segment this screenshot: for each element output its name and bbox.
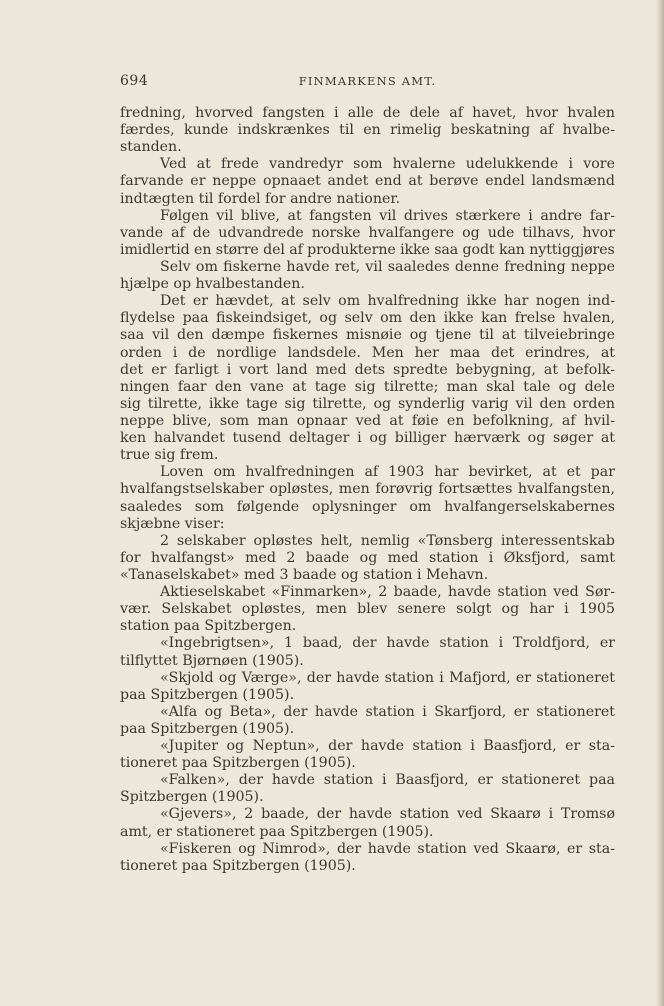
text-line: orden i de nordlige landsdele. Men her maa det erindres, at [120, 344, 615, 361]
text-line: «Falken», der havde station i Baasfjord, er stationeret paa [160, 772, 615, 789]
text-line: Loven om hvalfredningen af 1903 har bevirket, at et par [160, 464, 615, 481]
text-line: paa Spitzbergen (1905). [120, 720, 295, 737]
text-line: «Skjold og Værge», der havde station i Mafjord, er stationeret [160, 669, 615, 686]
text-line: neppe blive, som man opnaar ved at føie en befolkning, af hvil- [120, 412, 615, 429]
text-line: «Jupiter og Neptun», der havde station i Baasfjord, er sta- [160, 738, 615, 755]
text-line: «Tanaselskabet» med 3 baade og station i Mehavn. [120, 566, 489, 583]
running-title: FINMARKENS AMT. [298, 74, 437, 88]
text-line: tioneret paa Spitzbergen (1905). [120, 755, 356, 772]
text-line: «Fiskeren og Nimrod», der havde station ved Skaarø, er sta- [160, 840, 615, 857]
text-line: saa vil den dæmpe fiskernes misnøie og tjene til at tilveiebringe [120, 327, 615, 344]
text-line: tioneret paa Spitzbergen (1905). [120, 857, 356, 874]
page-number: 694 [120, 73, 149, 89]
text-line: saaledes som følgende oplysninger om hvalfangerselskabernes [120, 498, 615, 515]
text-line: true sig frem. [120, 447, 219, 464]
text-line: ken halvandet tusend deltager i og billiger hærværk og søger at [120, 430, 615, 447]
text-line: for hvalfangst» med 2 baade og med station i Øksfjord, samt [120, 549, 615, 566]
text-line: sig tilrette, ikke tage sig tilrette, og synderlig varig vil den orden [120, 395, 615, 412]
text-line: ningen faar den vane at tage sig tilrette; man skal tale og dele [120, 378, 615, 395]
text-line: «Alfa og Beta», der havde station i Skarfjord, er stationeret [160, 703, 615, 720]
text-line: tilflyttet Bjørnøen (1905). [120, 652, 304, 669]
text-line: skjæbne viser: [120, 515, 225, 532]
text-line: færdes, kunde indskrænkes til en rimelig beskatning af hvalbe- [120, 122, 615, 139]
page-header [120, 73, 615, 93]
text-line: hjælpe op hvalbestanden. [120, 276, 305, 293]
text-line: imidlertid en større del af produkterne ikke saa godt kan nyttiggjøres [120, 241, 615, 258]
page-edge-shadow [656, 0, 664, 1006]
text-line: flydelse paa fiskeindsiget, og selv om den ikke kan frelse hvalen, [120, 310, 615, 327]
text-line: station paa Spitzbergen. [120, 618, 297, 635]
body-text [120, 105, 615, 875]
text-line: Det er hævdet, at selv om hvalfredning ikke har nogen ind- [160, 293, 615, 310]
text-line: vær. Selskabet opløstes, men blev senere solgt og har i 1905 [120, 601, 615, 618]
text-line: hvalfangstselskaber opløstes, men forøvrig fortsættes hvalfangsten, [120, 481, 615, 498]
text-line: «Gjevers», 2 baade, der havde station ved Skaarø i Tromsø [160, 806, 615, 823]
text-line: Selv om fiskerne havde ret, vil saaledes denne fredning neppe [160, 258, 615, 275]
text-line: fredning, hvorved fangsten i alle de dele af havet, hvor hvalen [120, 105, 615, 121]
text-line: det er farligt i vort land med dets spredte bebygning, at befolk- [120, 361, 615, 378]
text-line: 2 selskaber opløstes helt, nemlig «Tønsberg interessentskab [160, 532, 615, 549]
text-line: standen. [120, 139, 182, 156]
text-line: «Ingebrigtsen», 1 baad, der havde station i Troldfjord, er [160, 635, 615, 652]
text-line: amt, er stationeret paa Spitzbergen (1905). [120, 823, 434, 840]
text-line: farvande er neppe opnaaet andet end at berøve endel landsmænd [120, 173, 615, 190]
text-line: vande af de udvandrede norske hvalfangere og ude tilhavs, hvor [120, 224, 615, 241]
text-line: indtægten til fordel for andre nationer. [120, 190, 401, 207]
text-line: Aktieselskabet «Finmarken», 2 baade, havde station ved Sør- [160, 584, 615, 601]
text-line: Spitzbergen (1905). [120, 789, 264, 806]
text-line: Ved at frede vandredyr som hvalerne udelukkende i vore [160, 156, 615, 173]
text-line: Følgen vil blive, at fangsten vil drives stærkere i andre far- [160, 207, 615, 224]
text-line: paa Spitzbergen (1905). [120, 686, 295, 703]
